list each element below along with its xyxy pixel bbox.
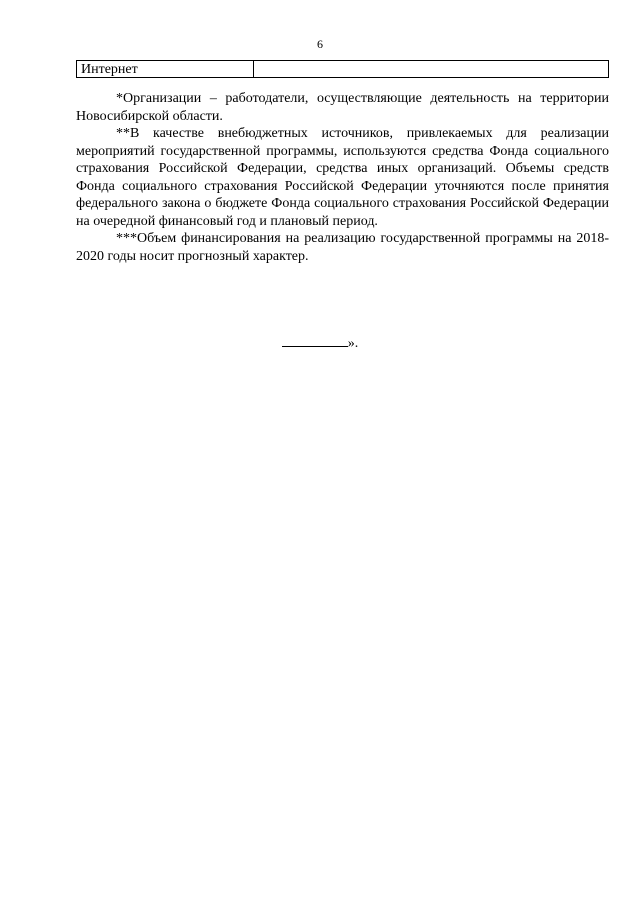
financing-table: [76, 60, 609, 78]
footnote-3: ***Объем финансирования на реализацию государственной программы на 2018-2020 годы носит прогнозный характер.: [76, 231, 609, 264]
table: [76, 60, 609, 78]
footnotes: [76, 90, 609, 265]
footnote-2: **В качестве внебюджетных источников, привлекаемых для реализации мероприятий государственной программы, используются средства Фонда социального страхования Российской Федерации, средства иных организаций. Объемы средств Фонда социального страхования Российской Федерации уточняются после принятия федерального закона о бюджете Фонда социального страхования Российской Федерации на очередной финансовый год и плановый период.: [76, 126, 609, 229]
footnote-1: *Организации – работодатели, осуществляющие деятельность на территории Новосибирской области.: [76, 91, 609, 124]
closing-quote: ».: [347, 336, 359, 351]
closing-line: [0, 333, 640, 352]
table-row: [77, 61, 609, 78]
closing-underline: [282, 333, 348, 347]
table-cell-label: Интернет: [77, 61, 254, 78]
table-cell-value: [254, 61, 609, 78]
page-number: 6: [317, 37, 323, 51]
